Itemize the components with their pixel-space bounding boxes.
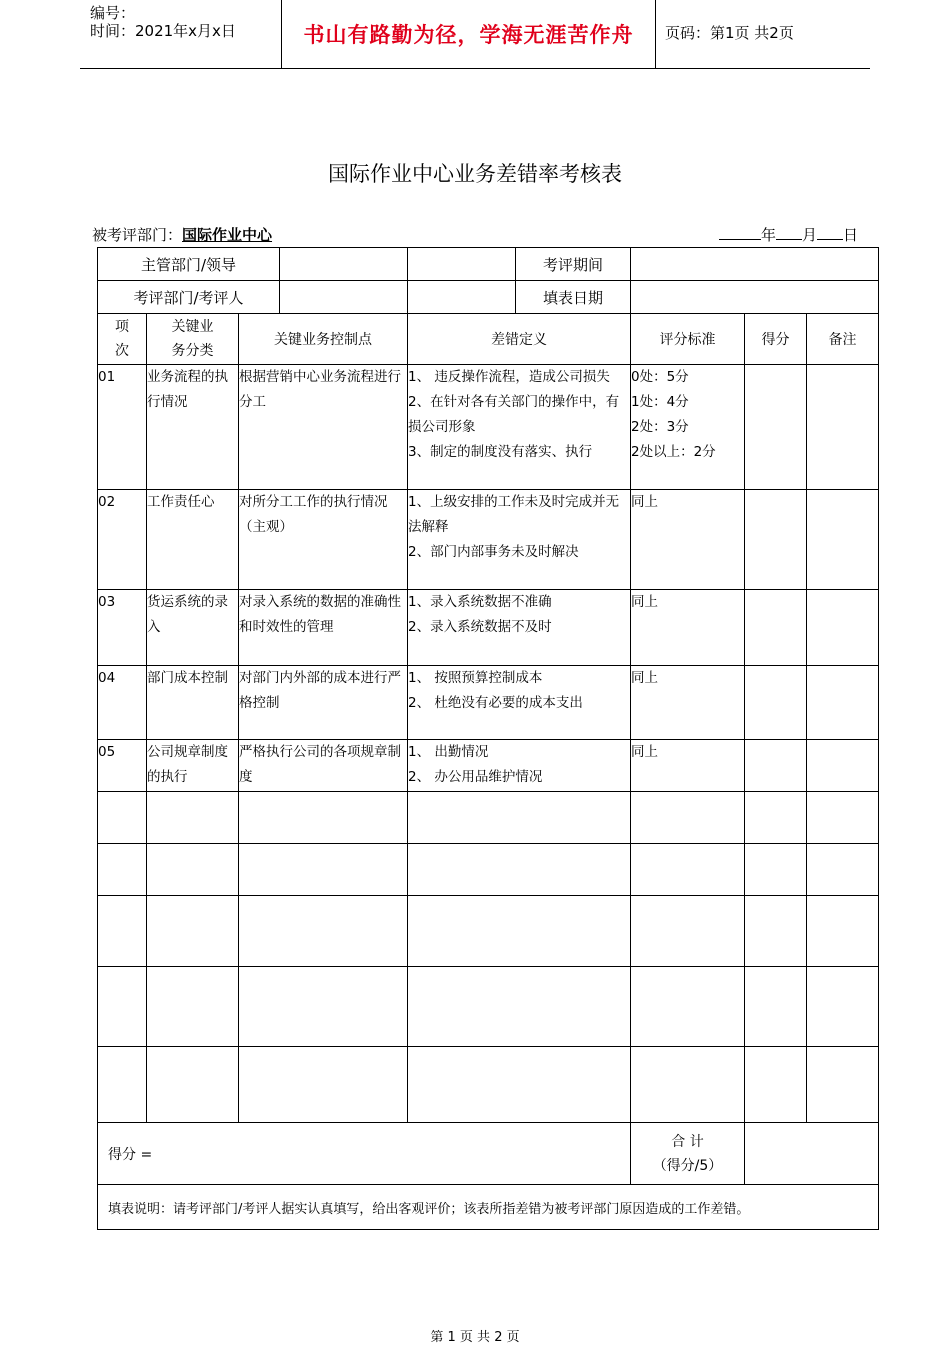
total-label: 合 计	[671, 1133, 704, 1150]
scoring-item: 2处：3分	[631, 419, 689, 435]
row-remarks-field[interactable]	[807, 490, 879, 590]
fill-date-value-field[interactable]	[631, 281, 879, 314]
header-meta	[90, 4, 236, 40]
header-divider	[655, 0, 656, 68]
row-errors	[408, 666, 631, 740]
empty-cell[interactable]	[631, 844, 745, 896]
error-item: 1、 按照预算控制成本	[408, 670, 543, 686]
empty-cell[interactable]	[745, 896, 807, 967]
reviewer-label: 考评部门/考评人	[98, 281, 280, 313]
dept-label-wrap	[92, 224, 272, 245]
row-no: 04	[98, 666, 147, 740]
row-errors	[408, 365, 631, 490]
empty-cell[interactable]	[147, 967, 239, 1047]
col-remarks: 备注	[807, 314, 879, 365]
empty-cell[interactable]	[239, 896, 408, 967]
row-no: 03	[98, 590, 147, 666]
empty-cell[interactable]	[745, 792, 807, 844]
row-scoring	[631, 666, 745, 740]
reviewer-value-field[interactable]	[280, 281, 407, 313]
empty-cell[interactable]	[98, 844, 147, 896]
row-category: 工作责任心	[147, 490, 239, 590]
empty-row	[98, 896, 879, 967]
manager-value-field[interactable]	[280, 248, 407, 280]
manager-label: 主管部门/领导	[98, 248, 280, 280]
manager-value-field-ext[interactable]	[408, 248, 515, 280]
col-item-no: 项 次	[98, 314, 147, 365]
number-label: 编号：	[90, 4, 136, 22]
empty-cell[interactable]	[631, 1047, 745, 1123]
empty-cell[interactable]	[98, 967, 147, 1047]
table-row	[98, 490, 879, 590]
day-label: 日	[842, 226, 858, 244]
empty-cell[interactable]	[98, 1047, 147, 1123]
empty-cell[interactable]	[239, 844, 408, 896]
empty-cell[interactable]	[239, 792, 408, 844]
row-control: 对录入系统的数据的准确性和时效性的管理	[239, 590, 408, 666]
error-item: 1、录入系统数据不准确	[408, 594, 552, 610]
reviewer-value-field-ext[interactable]	[408, 281, 515, 313]
error-item: 2、 办公用品维护情况	[408, 769, 543, 785]
empty-cell[interactable]	[147, 896, 239, 967]
empty-cell[interactable]	[631, 967, 745, 1047]
month-label: 月	[801, 226, 817, 244]
empty-row	[98, 844, 879, 896]
scoring-item: 同上	[631, 494, 658, 510]
empty-cell[interactable]	[807, 792, 879, 844]
score-label: 得分 =	[98, 1123, 631, 1185]
scoring-item: 同上	[631, 594, 658, 610]
empty-cell[interactable]	[807, 844, 879, 896]
period-label: 考评期间	[515, 248, 630, 280]
empty-cell[interactable]	[239, 967, 408, 1047]
table-row	[98, 365, 879, 490]
empty-cell[interactable]	[98, 792, 147, 844]
table-row	[98, 666, 879, 740]
empty-cell[interactable]	[807, 1047, 879, 1123]
empty-cell[interactable]	[147, 792, 239, 844]
fill-instructions: 填表说明：请考评部门/考评人据实认真填写，给出客观评价；该表所指差错为被考评部门原因造成的工作差错。	[98, 1185, 879, 1230]
header-motto: 书山有路勤为径，学海无涯苦作舟	[303, 23, 634, 47]
month-blank[interactable]	[776, 225, 802, 240]
row-score-field[interactable]	[745, 740, 807, 792]
col-scoring: 评分标准	[631, 314, 745, 365]
row-control: 严格执行公司的各项规章制度	[239, 740, 408, 792]
row-control: 根据营销中心业务流程进行分工	[239, 365, 408, 490]
row-no: 02	[98, 490, 147, 590]
date-fill	[719, 224, 858, 245]
row-category: 业务流程的执行情况	[147, 365, 239, 490]
row-remarks-field[interactable]	[807, 365, 879, 490]
row-scoring	[631, 365, 745, 490]
empty-row	[98, 967, 879, 1047]
column-header-row	[98, 314, 879, 365]
empty-cell[interactable]	[408, 792, 631, 844]
row-remarks-field[interactable]	[807, 590, 879, 666]
fill-date-label: 填表日期	[515, 281, 630, 313]
row-score-field[interactable]	[745, 590, 807, 666]
empty-cell[interactable]	[98, 896, 147, 967]
row-no: 01	[98, 365, 147, 490]
empty-cell[interactable]	[631, 896, 745, 967]
dept-label: 被考评部门：	[92, 226, 183, 244]
period-value-field[interactable]	[631, 248, 879, 281]
error-item: 1、 出勤情况	[408, 744, 489, 760]
year-blank[interactable]	[719, 225, 761, 240]
col-score: 得分	[745, 314, 807, 365]
info-row-manager	[98, 248, 879, 281]
page-footer: 第 1 页 共 2 页	[430, 1330, 520, 1345]
row-scoring	[631, 590, 745, 666]
total-value-field[interactable]	[745, 1123, 879, 1185]
empty-cell[interactable]	[239, 1047, 408, 1123]
row-score-field[interactable]	[745, 666, 807, 740]
empty-row	[98, 1047, 879, 1123]
scoring-item: 2处以上：2分	[631, 444, 716, 460]
row-score-field[interactable]	[745, 365, 807, 490]
row-scoring	[631, 490, 745, 590]
scoring-item: 0处：5分	[631, 369, 689, 385]
error-item: 2、 杜绝没有必要的成本支出	[408, 695, 583, 711]
row-category: 货运系统的录入	[147, 590, 239, 666]
empty-cell[interactable]	[408, 1047, 631, 1123]
document-title: 国际作业中心业务差错率考核表	[328, 162, 622, 186]
error-item: 3、制定的制度没有落实、执行	[408, 444, 593, 460]
time-label: 时间：2021年x月x日	[90, 22, 236, 40]
dept-row	[92, 224, 858, 248]
row-scoring	[631, 740, 745, 792]
note-row	[98, 1185, 879, 1230]
row-errors	[408, 590, 631, 666]
table-row	[98, 590, 879, 666]
total-sub: （得分/5）	[652, 1157, 723, 1174]
total-cell	[631, 1123, 745, 1185]
row-category: 公司规章制度的执行	[147, 740, 239, 792]
empty-cell[interactable]	[745, 844, 807, 896]
col-category: 关键业 务分类	[147, 314, 239, 365]
empty-cell[interactable]	[745, 1047, 807, 1123]
scoring-item: 同上	[631, 744, 658, 760]
error-item: 2、部门内部事务未及时解决	[408, 544, 579, 560]
header-page-label: 页码：第1页 共2页	[665, 24, 794, 42]
scoring-item: 1处：4分	[631, 394, 689, 410]
error-item: 1、 违反操作流程，造成公司损失	[408, 369, 610, 385]
error-item: 1、上级安排的工作未及时完成并无法解释	[408, 494, 620, 535]
row-category: 部门成本控制	[147, 666, 239, 740]
assessment-table	[97, 247, 879, 1230]
row-score-field[interactable]	[745, 490, 807, 590]
row-no: 05	[98, 740, 147, 792]
error-item: 2、录入系统数据不及时	[408, 619, 552, 635]
empty-cell[interactable]	[807, 896, 879, 967]
row-control: 对部门内外部的成本进行严格控制	[239, 666, 408, 740]
col-control-point: 关键业务控制点	[239, 314, 408, 365]
row-remarks-field[interactable]	[807, 666, 879, 740]
empty-cell[interactable]	[745, 967, 807, 1047]
empty-cell[interactable]	[147, 1047, 239, 1123]
empty-cell[interactable]	[631, 792, 745, 844]
empty-cell[interactable]	[408, 844, 631, 896]
page-header	[80, 0, 870, 69]
empty-row	[98, 792, 879, 844]
row-control: 对所分工工作的执行情况 （主观）	[239, 490, 408, 590]
empty-cell[interactable]	[147, 844, 239, 896]
table-row	[98, 740, 879, 792]
day-blank[interactable]	[817, 225, 843, 240]
scoring-item: 同上	[631, 670, 658, 686]
empty-cell[interactable]	[807, 967, 879, 1047]
dept-value: 国际作业中心	[182, 226, 273, 244]
row-errors	[408, 490, 631, 590]
row-remarks-field[interactable]	[807, 740, 879, 792]
info-row-reviewer	[98, 281, 879, 314]
col-error-def: 差错定义	[408, 314, 631, 365]
empty-cell[interactable]	[408, 967, 631, 1047]
row-errors	[408, 740, 631, 792]
error-item: 2、在针对各有关部门的操作中，有损公司形象	[408, 394, 620, 435]
empty-cell[interactable]	[408, 896, 631, 967]
summary-row	[98, 1123, 879, 1185]
year-label: 年	[760, 226, 776, 244]
